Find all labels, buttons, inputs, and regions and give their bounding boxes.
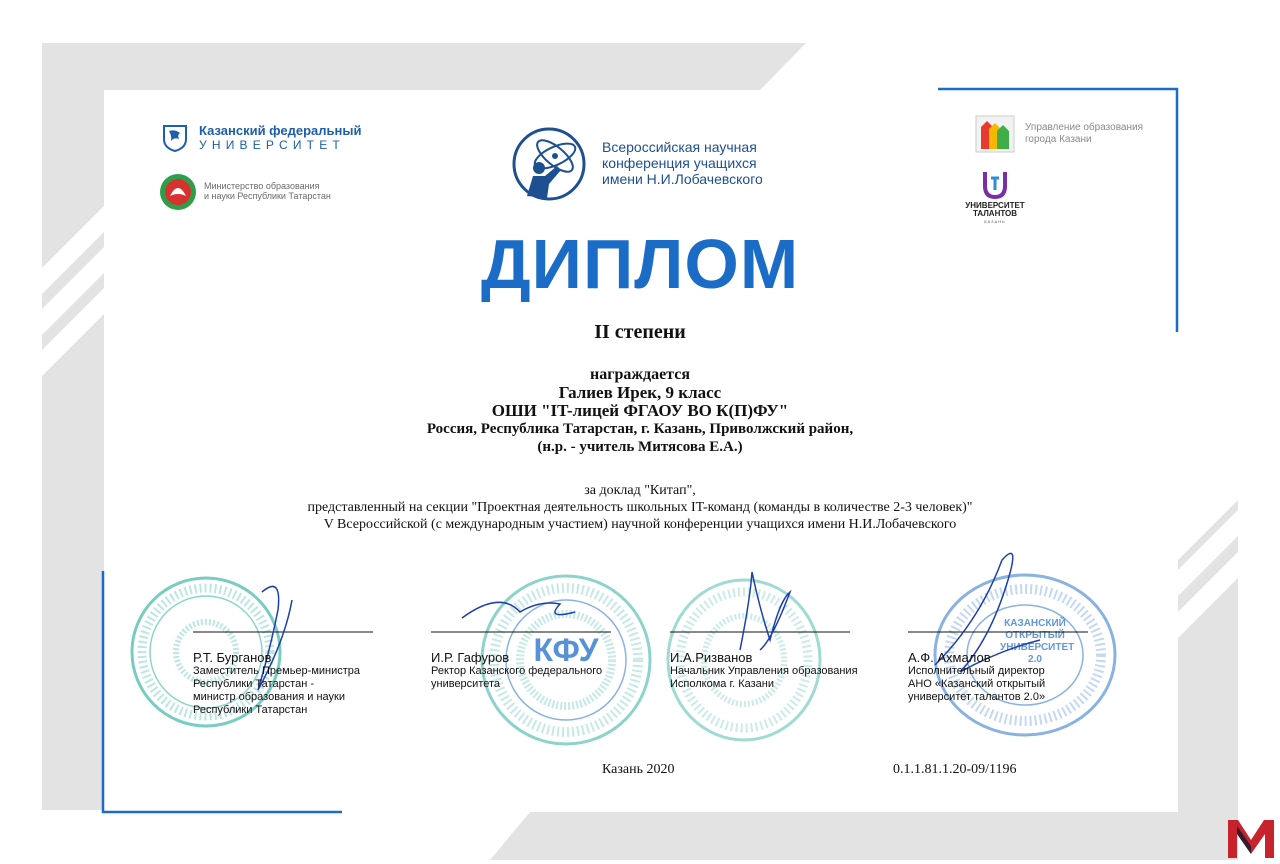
- kfu-name-line1: Казанский федеральный: [199, 123, 362, 138]
- m-logo-icon: [1226, 816, 1276, 860]
- signature-3-title-line1: Начальник Управления образования: [670, 665, 858, 677]
- signature-1: [193, 650, 393, 717]
- signature-3-title-line2: Исполкома г. Казани: [670, 678, 775, 690]
- location-text: Россия, Республика Татарстан, г. Казань, Приволжский район,: [426, 421, 854, 437]
- signature-1-name: Р.Т. Бурганов: [193, 650, 272, 665]
- signature-2-title-line1: Ректор Казанского федерального: [431, 665, 603, 677]
- footer-city-year: Казань 2020: [602, 762, 675, 777]
- signature-4: [908, 650, 1108, 704]
- signature-4-name: А.Ф. Ахмалов: [908, 650, 991, 665]
- signature-2: [431, 650, 651, 691]
- conference-line2: конференция учащихся: [602, 155, 757, 171]
- footer-doc-number: 0.1.1.81.1.20-09/1196: [893, 762, 1017, 777]
- report-line1: за доклад "Китап",: [584, 483, 696, 498]
- signature-4-title-line1: Исполнительный директор: [908, 665, 1045, 677]
- report-line3: V Всероссийской (с международным участием) научной конференции учащихся имени Н.И.Лобачевского: [323, 517, 957, 532]
- signature-3: [670, 650, 900, 691]
- diploma-title: ДИПЛОМ: [480, 225, 800, 303]
- signature-3-name: И.А.Ризванов: [670, 650, 753, 665]
- recipient-name: Галиев Ирек, 9 класс: [558, 383, 722, 402]
- signature-1-title-line3: министр образования и науки: [193, 691, 346, 703]
- open-university-stamp-line1: КАЗАНСКИЙ: [1004, 618, 1066, 629]
- conference-line1: Всероссийская научная: [602, 139, 757, 155]
- conference-line3: имени Н.И.Лобачевского: [602, 171, 763, 187]
- kfu-stamp-text: КФУ: [533, 632, 599, 668]
- signature-4-title-line2: АНО «Казанский открытый: [908, 678, 1046, 690]
- signature-1-title-line4: Республики Татарстан: [193, 704, 308, 716]
- signature-4-title-line3: университет талантов 2.0»: [908, 691, 1046, 703]
- talents-line1: УНИВЕРСИТЕТ: [965, 201, 1025, 210]
- school-name: ОШИ "IT-лицей ФГАОУ ВО К(П)ФУ": [491, 401, 789, 420]
- talents-city: КАЗАНЬ: [984, 219, 1006, 224]
- open-university-stamp-line2: ОТКРЫТЫЙ: [1005, 630, 1065, 641]
- kfu-name-line2: УНИВЕРСИТЕТ: [199, 138, 345, 152]
- open-university-stamp-line4: 2.0: [1028, 654, 1042, 665]
- ministry-line2: и науки Республики Татарстан: [204, 191, 331, 201]
- report-line2: представленный на секции "Проектная деятельность школьных IT-команд (команды в количестве 2-3 человек)": [307, 500, 973, 515]
- edu-department-line2: города Казани: [1025, 134, 1092, 145]
- signature-1-title-line1: Заместитель Премьер-министра: [193, 665, 361, 677]
- signature-1-title-line2: Республики Татарстан -: [193, 678, 315, 690]
- edu-department-line1: Управление образования: [1025, 122, 1143, 133]
- signature-2-name: И.Р. Гафуров: [431, 650, 510, 665]
- awarded-text: награждается: [590, 366, 690, 383]
- open-university-stamp-line3: УНИВЕРСИТЕТ: [1000, 642, 1075, 653]
- signature-2-title-line2: университета: [431, 678, 501, 690]
- ministry-line1: Министерство образования: [204, 181, 320, 191]
- supervisor-text: (н.р. - учитель Митясова Е.А.): [537, 439, 743, 455]
- talents-line2: ТАЛАНТОВ: [972, 209, 1018, 218]
- diploma-degree: II степени: [594, 321, 686, 343]
